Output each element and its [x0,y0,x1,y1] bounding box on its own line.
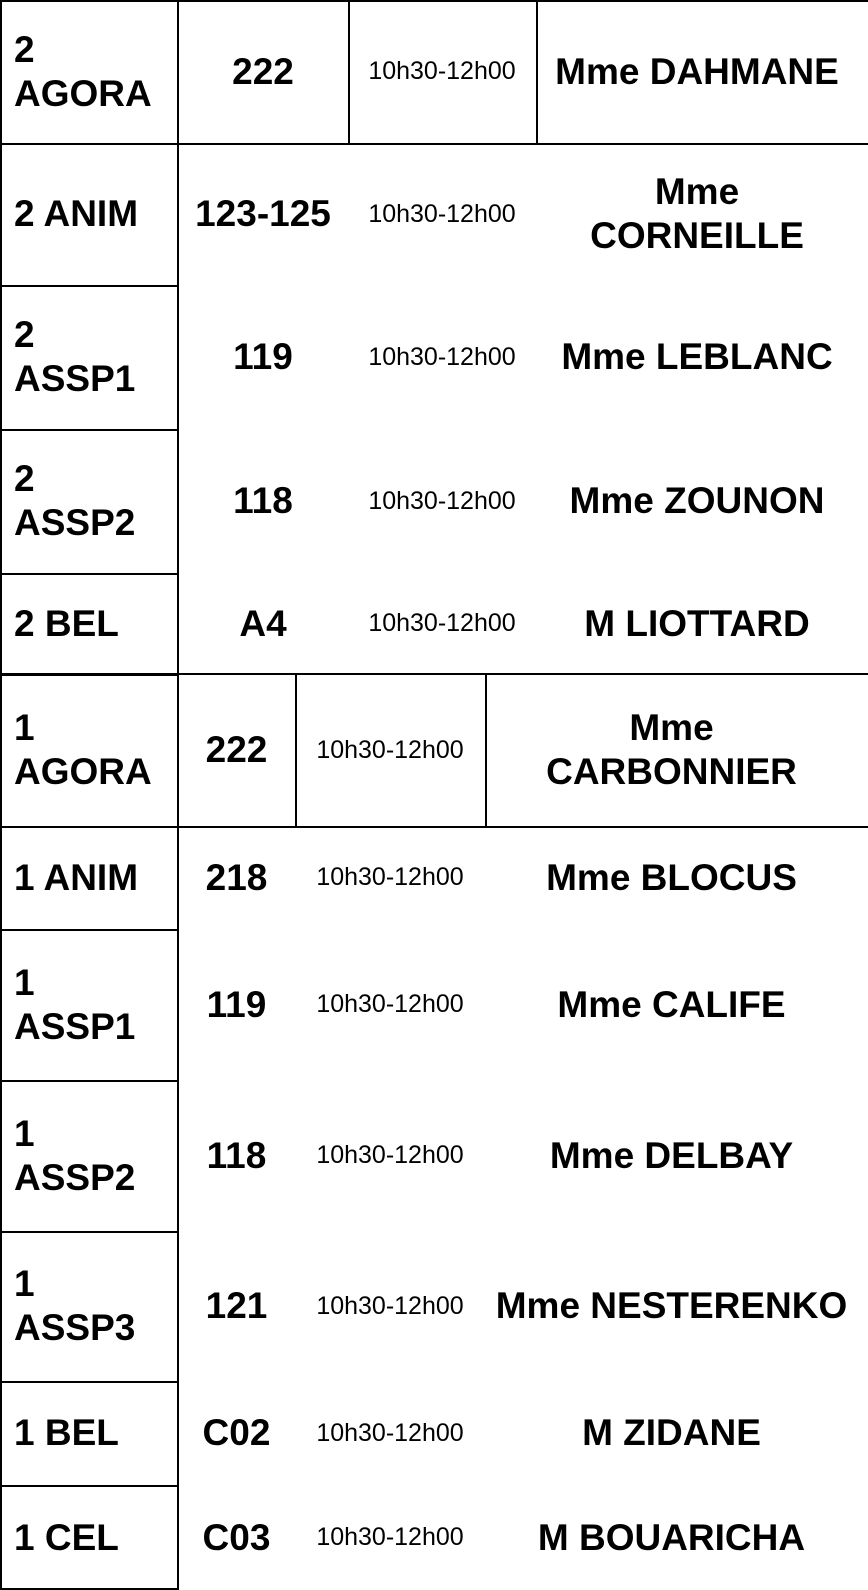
row-divider [0,429,178,431]
table-row [0,1231,868,1381]
row-divider [0,1381,178,1383]
class-name-cell: 1 AGORA [14,707,152,792]
class-name-cell: 2 ASSP2 [14,458,136,543]
time-slot-cell: 10h30-12h00 [368,609,516,637]
class-name-cell: 1 ASSP2 [14,1112,136,1198]
table-row [0,285,868,429]
teacher-cell: Mme CALIFE [557,983,786,1025]
table-row [0,674,868,826]
column-divider [348,0,350,143]
room-cell: C03 [202,1516,271,1558]
class-name-cell: 1 CEL [14,1516,119,1558]
time-slot-cell: 10h30-12h00 [316,1418,464,1447]
time-slot-cell: 10h30-12h00 [368,199,516,228]
class-name-cell: 1 ASSP3 [14,1263,136,1348]
time-slot-cell: 10h30-12h00 [368,57,516,85]
time-slot-cell: 10h30-12h00 [316,1291,464,1320]
room-cell: 222 [232,50,294,92]
table-border-top [0,0,868,2]
row-divider [0,929,178,931]
time-slot-cell: 10h30-12h00 [368,342,516,371]
row-divider [0,1588,178,1590]
teacher-cell: Mme ZOUNON [569,480,825,521]
room-cell: 222 [205,729,268,770]
class-name-cell: 2 ASSP1 [14,314,136,399]
room-cell: A4 [239,602,287,644]
time-slot-cell: 10h30-12h00 [316,735,464,764]
row-divider [0,573,178,575]
row-divider [178,673,868,675]
teacher-cell: Mme LEBLANC [561,336,833,377]
room-cell: 121 [205,1285,268,1326]
teacher-cell: Mme DELBAY [549,1134,794,1176]
room-cell: 118 [206,1134,267,1176]
room-cell: 218 [205,856,268,898]
table-row [0,1381,868,1485]
time-slot-cell: 10h30-12h00 [316,863,464,891]
class-name-cell: 1 ASSP1 [14,961,136,1047]
room-cell: 123-125 [195,193,331,234]
teacher-cell: Mme NESTERENKO [495,1285,848,1326]
teacher-cell: Mme CARBONNIER [546,707,797,792]
time-slot-cell: 10h30-12h00 [316,1141,464,1169]
row-divider [0,826,178,828]
section-divider [0,673,178,676]
table-row [0,826,868,929]
column-divider [295,673,297,826]
teacher-cell: M LIOTTARD [584,602,810,644]
row-divider [0,1080,178,1082]
time-slot-cell: 10h30-12h00 [368,486,516,515]
table-row [0,0,868,143]
teacher-cell: Mme DAHMANE [555,50,839,92]
table-row [0,929,868,1080]
teacher-cell: Mme BLOCUS [546,856,797,898]
class-name-cell: 1 BEL [14,1412,119,1453]
room-cell: 118 [233,480,293,521]
room-cell: C02 [202,1412,271,1453]
class-name-cell: 2 AGORA [14,28,152,114]
row-divider [0,1231,178,1233]
teacher-cell: M ZIDANE [582,1412,761,1453]
row-divider [0,285,178,287]
teacher-cell: M BOUARICHA [537,1516,806,1558]
class-name-cell: 2 BEL [14,602,119,644]
row-divider [178,143,868,145]
table-row [0,1485,868,1590]
row-divider [0,1485,178,1487]
room-cell: 119 [206,983,267,1025]
column-divider [485,673,487,826]
teacher-cell: Mme CORNEILLE [590,171,804,256]
table-row [0,143,868,285]
table-row [0,429,868,573]
table-border-left [0,0,2,1590]
column-divider [536,0,538,143]
time-slot-cell: 10h30-12h00 [316,990,464,1018]
class-name-cell: 2 ANIM [14,193,139,234]
column-divider [177,0,179,1590]
time-slot-cell: 10h30-12h00 [316,1523,464,1551]
table-row [0,1080,868,1231]
table-row [0,573,868,674]
room-cell: 119 [233,336,293,377]
class-name-cell: 1 ANIM [14,856,139,898]
row-divider [178,826,868,828]
row-divider [0,143,178,145]
